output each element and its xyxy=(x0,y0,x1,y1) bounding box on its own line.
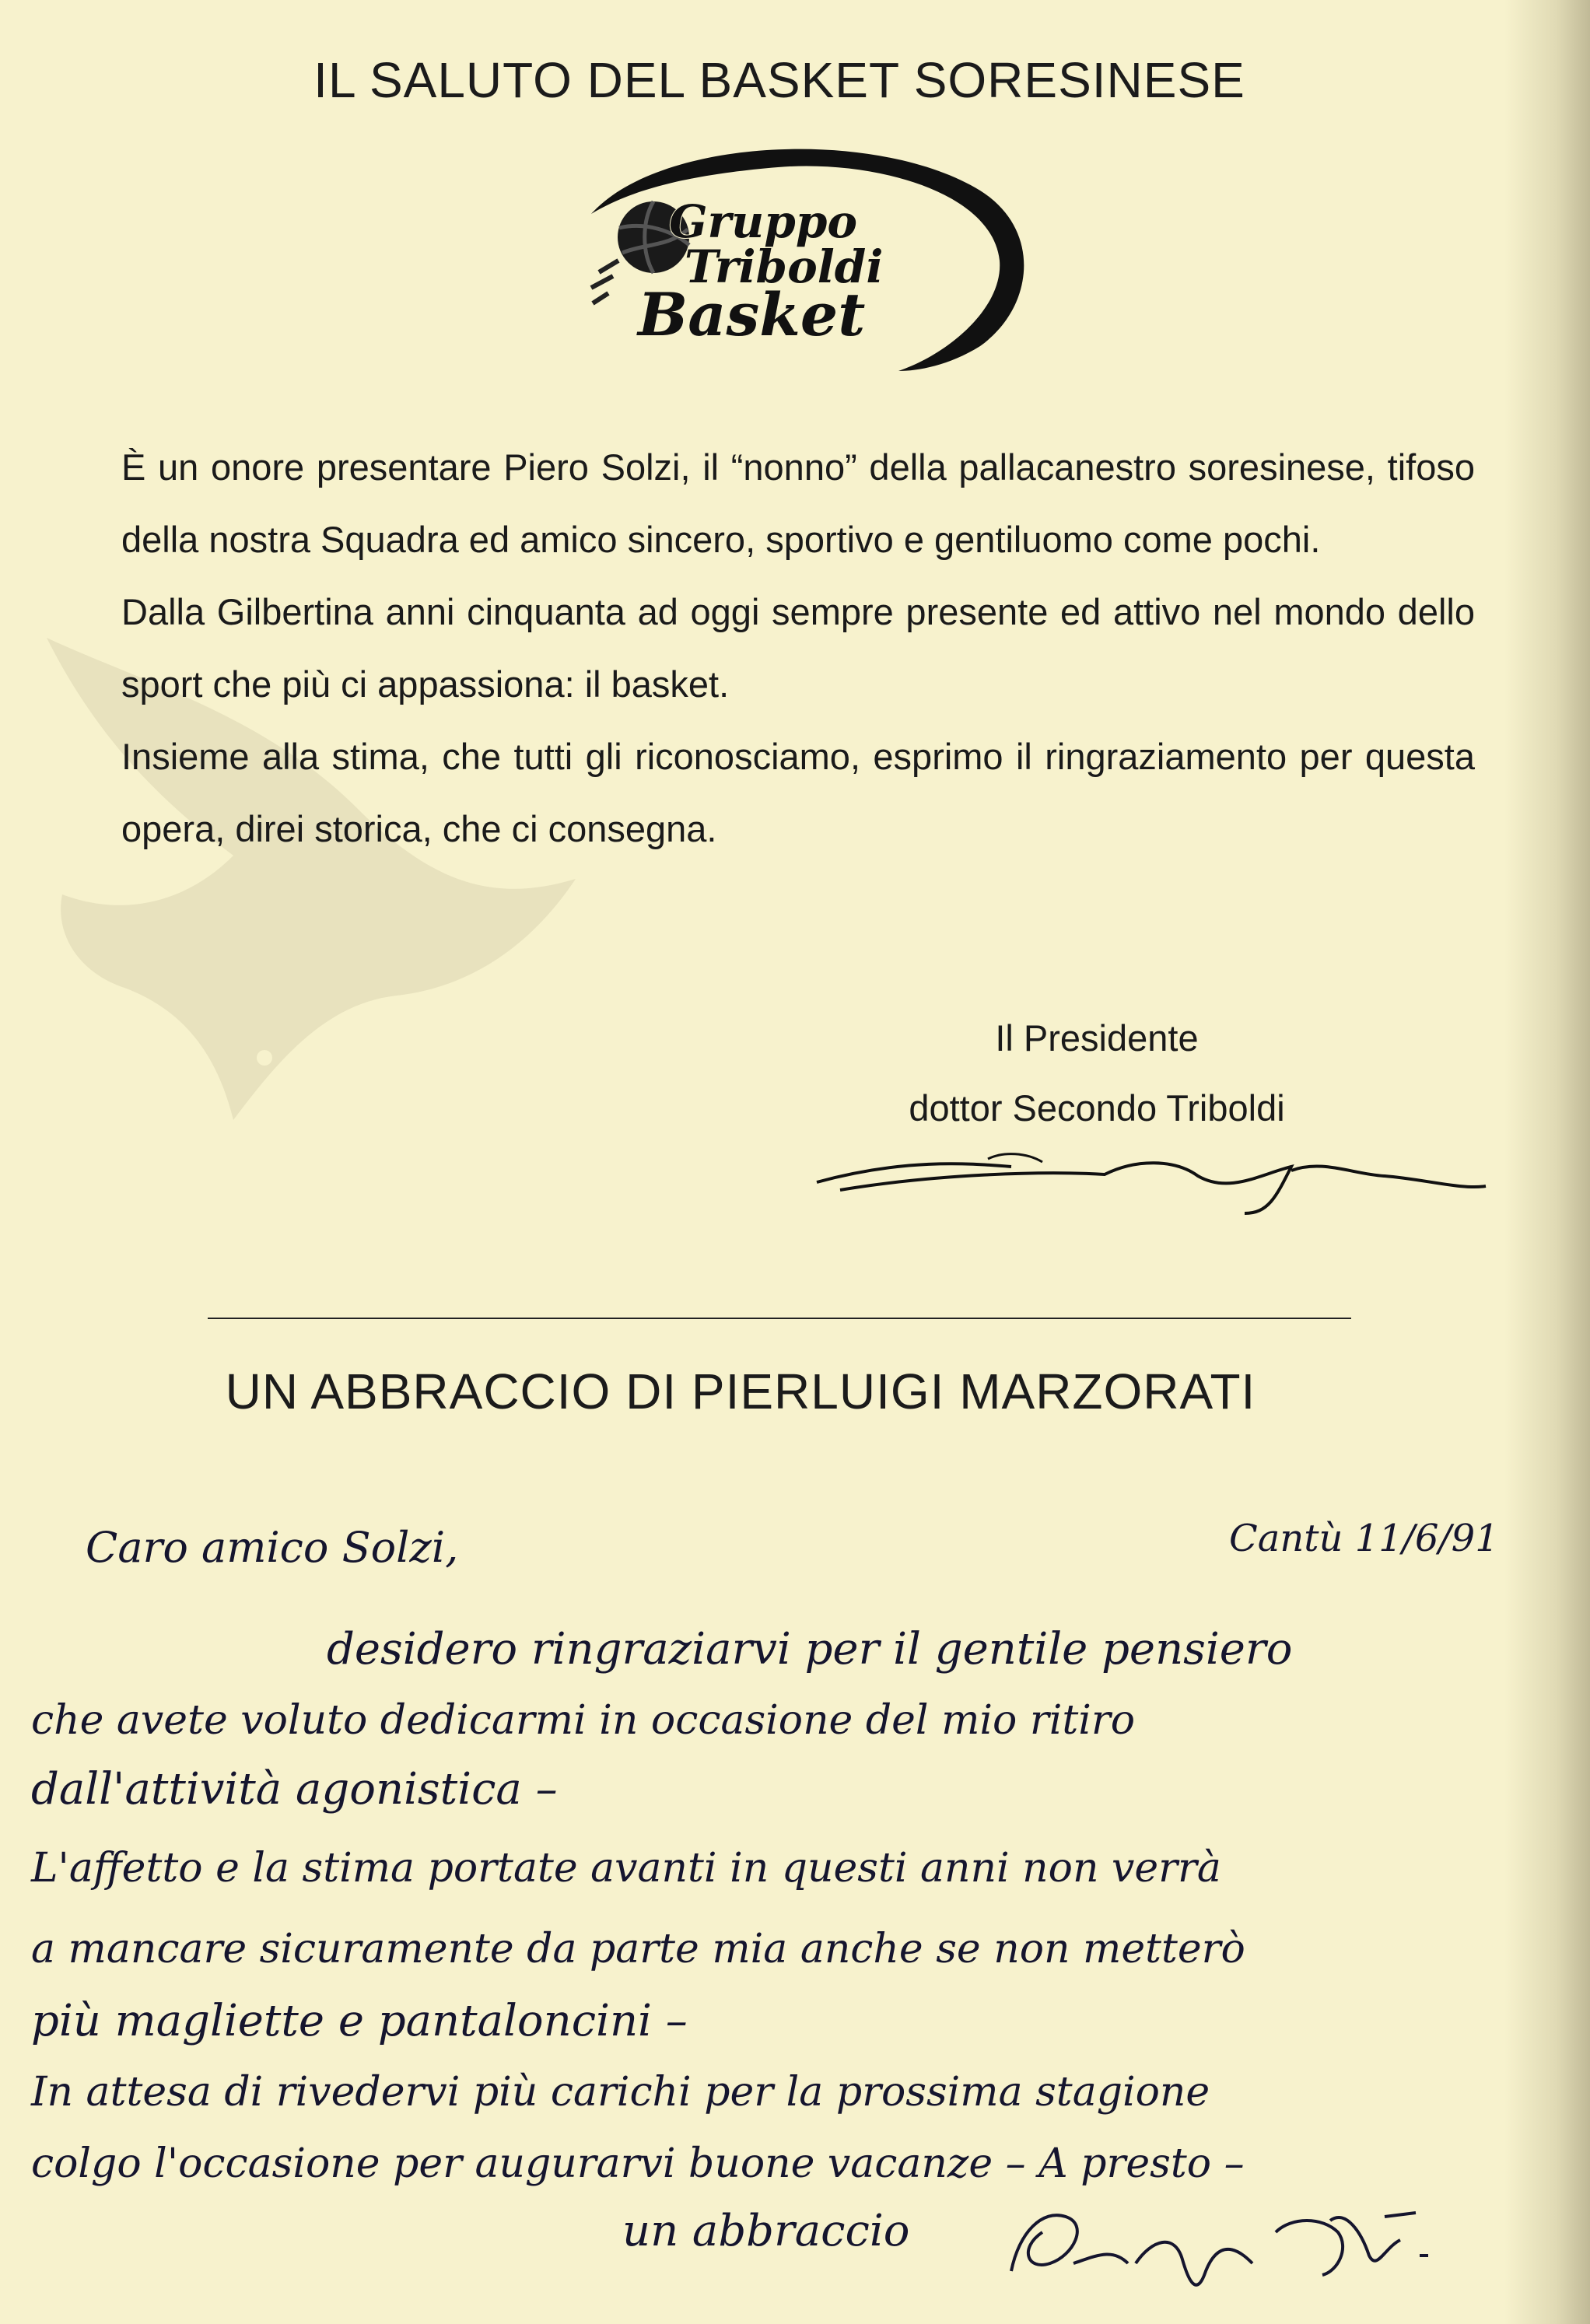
letter-greeting: Caro amico Solzi, xyxy=(86,1523,459,1572)
page-edge-shadow xyxy=(1504,0,1590,2324)
signatory-role: Il Presidente xyxy=(995,1017,1199,1059)
paragraph: Insieme alla stima, che tutti gli riconosciamo, esprimo il ringraziamento per questa opera, direi storica, che ci consegna. xyxy=(121,736,1475,849)
paragraph: Dalla Gilbertina anni cinquanta ad oggi sempre presente ed attivo nel mondo dello sport che più ci appassiona: il basket. xyxy=(121,591,1475,705)
letter-line: a mancare sicuramente da parte mia anche se non metterò xyxy=(31,1926,1245,1972)
letter-line: L'affetto e la stima portate avanti in questi anni non verrà xyxy=(31,1845,1221,1892)
logo-word-triboldi: Triboldi xyxy=(685,240,884,293)
letter-closing: un abbraccio xyxy=(622,2206,910,2256)
section-divider xyxy=(208,1318,1351,1319)
section-title: UN ABBRACCIO DI PIERLUIGI MARZORATI xyxy=(225,1363,1256,1419)
signature-block xyxy=(825,1003,1369,1143)
signatory-name: dottor Secondo Triboldi xyxy=(909,1087,1285,1129)
marzorati-signature-icon xyxy=(996,2186,1431,2302)
logo-word-basket: Basket xyxy=(638,280,866,349)
logo-word-gruppo: Gruppo xyxy=(669,195,858,248)
letter-line: dall'attività agonistica – xyxy=(31,1764,558,1815)
letter-place-date: Cantù 11/6/91 xyxy=(1229,1517,1499,1560)
letter-line: più magliette e pantaloncini – xyxy=(31,1996,688,2046)
letter-line: colgo l'occasione per augurarvi buone vacanze – A presto – xyxy=(31,2140,1245,2187)
intro-text xyxy=(121,431,1475,865)
paragraph: È un onore presentare Piero Solzi, il “nonno” della pallacanestro soresinese, tifoso della nostra Squadra ed amico sincero, sportivo e gentiluomo come pochi. xyxy=(121,446,1475,560)
gruppo-triboldi-basket-logo xyxy=(545,144,1042,377)
letter-line: desidero ringraziarvi per il gentile pensiero xyxy=(327,1624,1293,1675)
letter-line: In attesa di rivedervi più carichi per la prossima stagione xyxy=(31,2069,1210,2116)
letter-line: che avete voluto dedicarmi in occasione del mio ritiro xyxy=(31,1697,1136,1744)
section-title: IL SALUTO DEL BASKET SORESINESE xyxy=(313,52,1245,108)
president-signature-icon xyxy=(809,1128,1494,1221)
